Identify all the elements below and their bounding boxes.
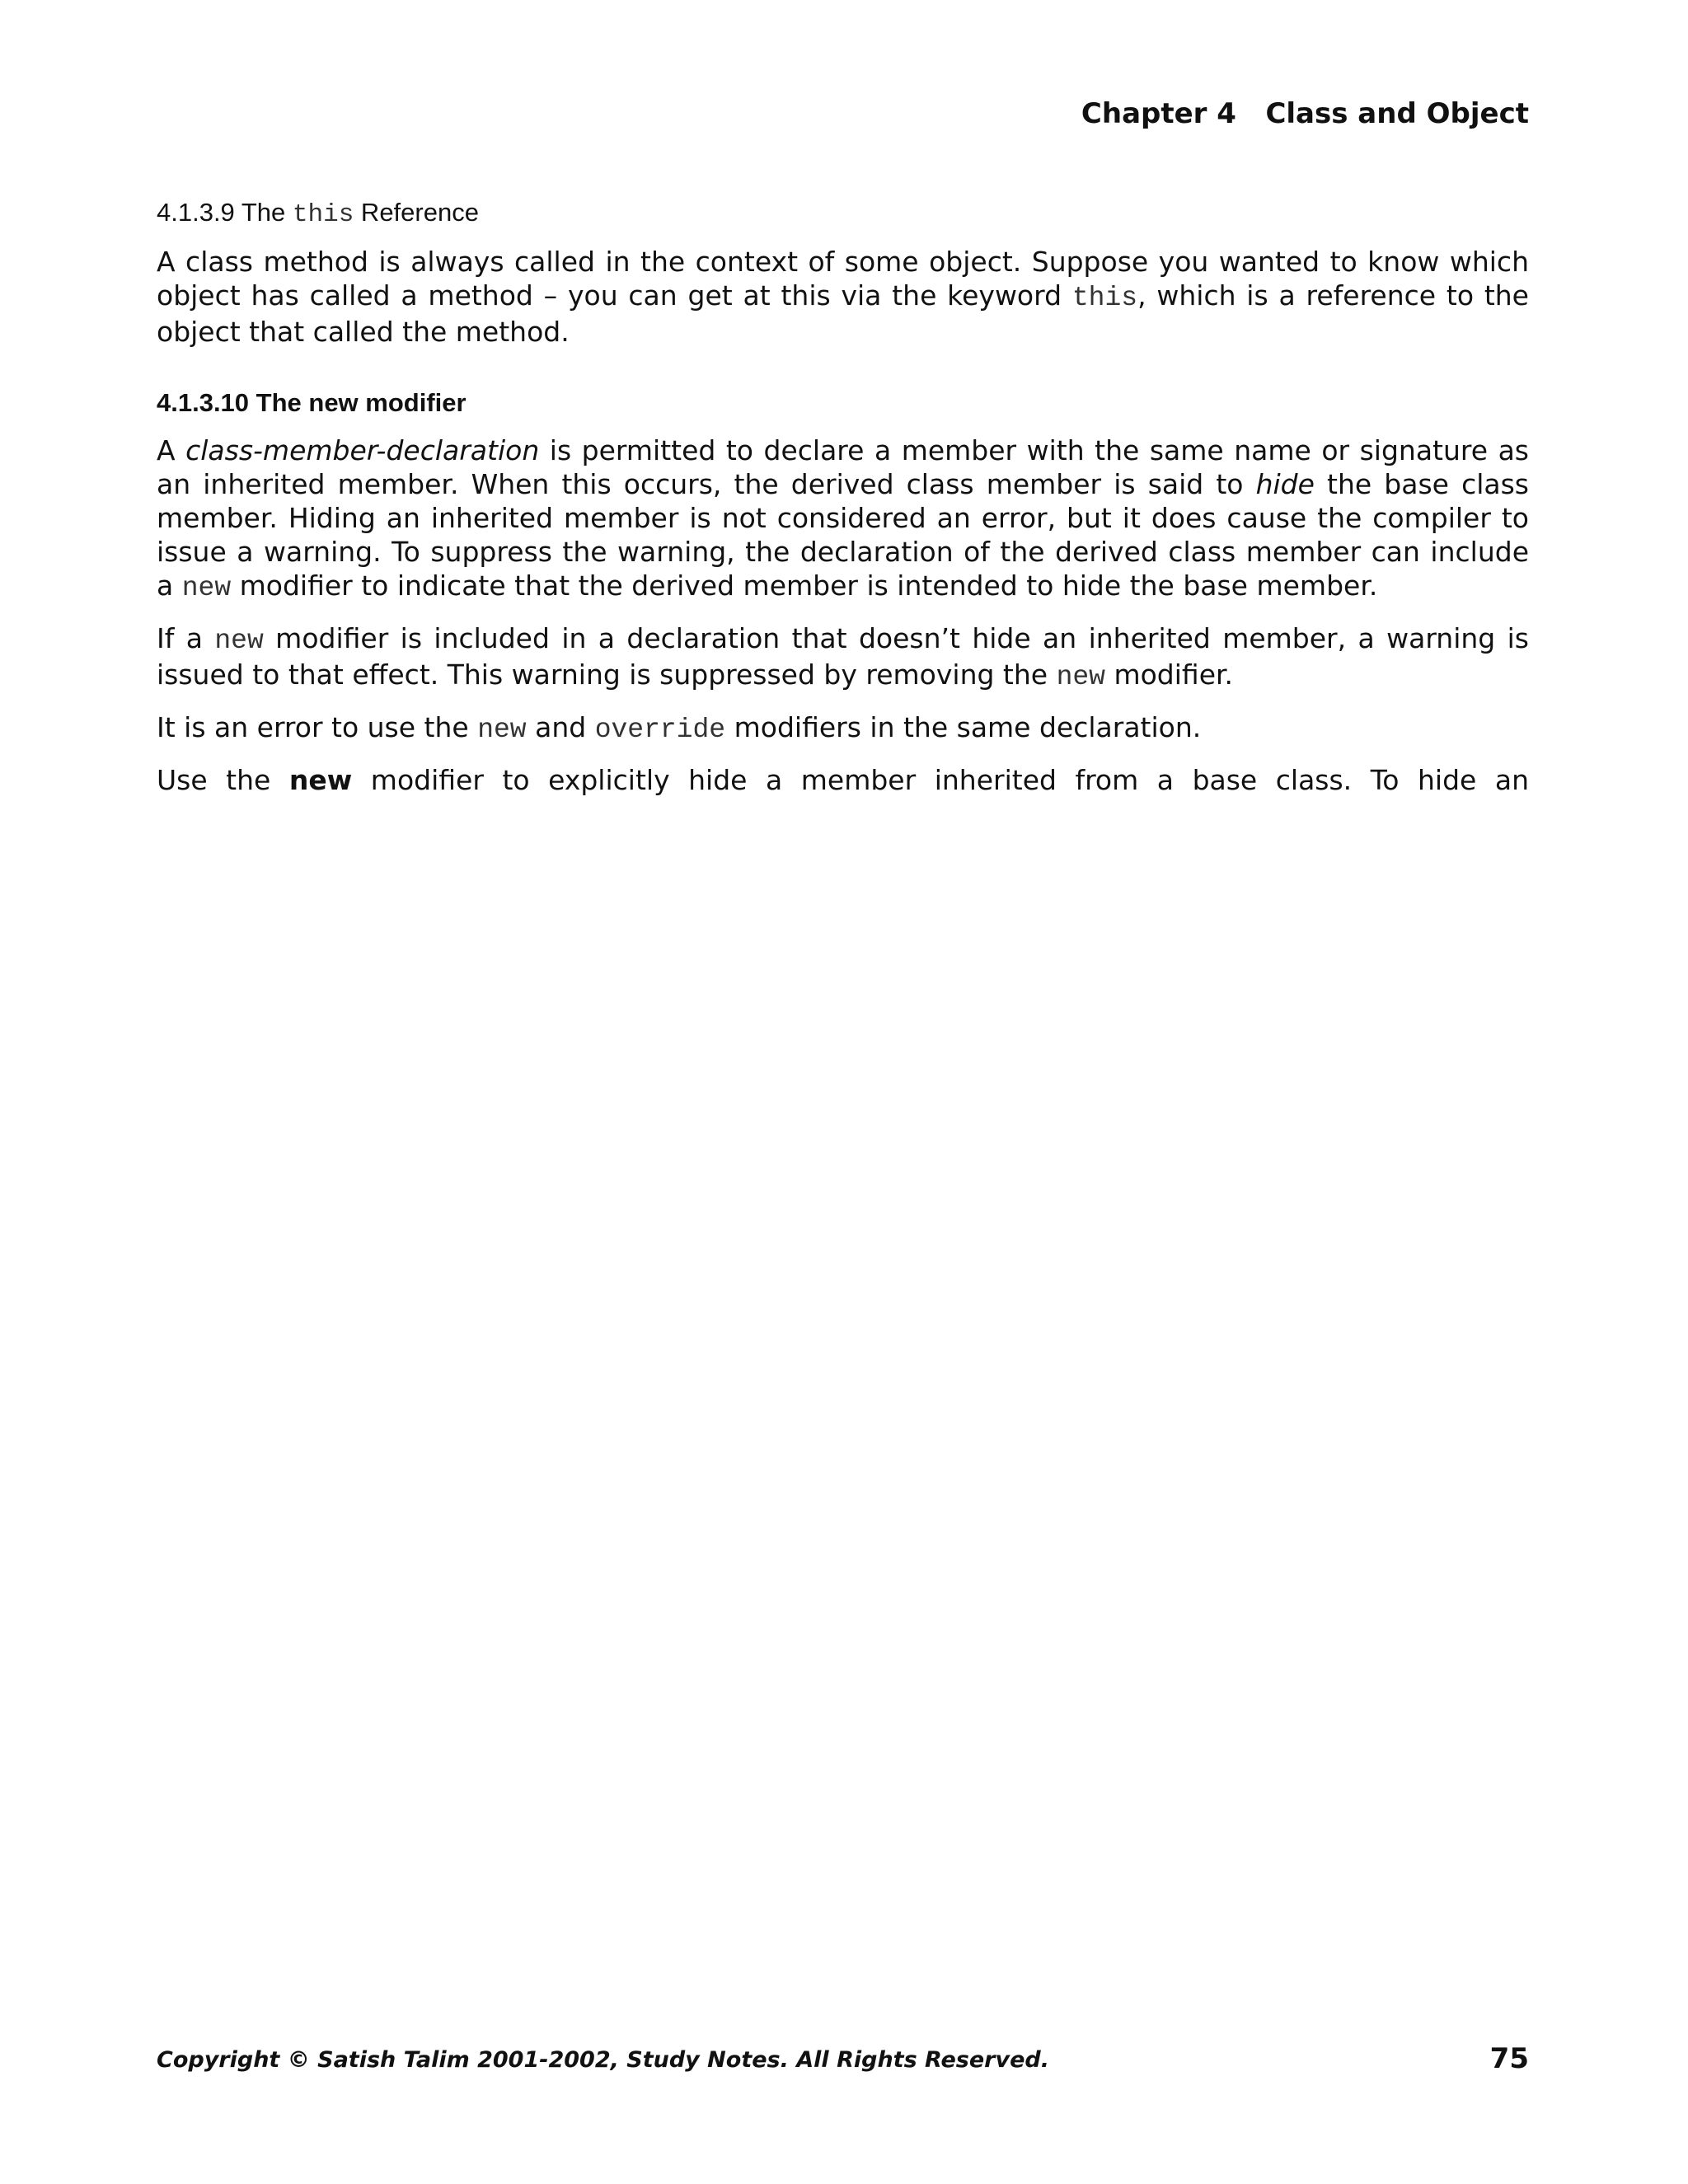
text-run: It is an error to use the (157, 710, 478, 743)
inline-code: this (1071, 283, 1138, 314)
paragraph-this-reference (157, 245, 1529, 349)
paragraph-use-new-modifier (157, 763, 1529, 797)
text-run: A (157, 434, 186, 466)
running-header: Chapter 4 Class and Object (1081, 97, 1529, 130)
heading-text: Reference (354, 198, 479, 227)
inline-code: override (594, 714, 726, 745)
italic-term: hide (1255, 467, 1315, 500)
text-run: A class method is always called in the context of some object. Suppose you wanted to know which object has called a method – you can get at this via the keyword (157, 246, 1529, 312)
text-run: modifier. (1104, 658, 1234, 691)
inline-code: new (1056, 661, 1105, 692)
bold-term: new (288, 763, 353, 796)
copyright-notice: Copyright © Satish Talim 2001-2002, Study Notes. All Rights Reserved. (157, 2047, 1049, 2073)
page-footer (157, 2042, 1529, 2075)
text-run: the base class member. Hiding an inherited member is not considered an error, but it does cause the compiler to issue a warning. To suppress the warning, the declaration of the derived class member can include a (157, 467, 1529, 602)
inline-code: new (477, 714, 527, 745)
text-run: , which is a reference to the object that called the method. (157, 279, 1529, 349)
paragraph-new-warning (157, 621, 1529, 694)
heading-code: this (292, 200, 354, 229)
paragraph-new-override-error (157, 710, 1529, 747)
text-run: modifiers in the same declaration. (725, 710, 1202, 743)
spacer (157, 365, 1529, 387)
text-run: modifier to explicitly hide a member inherited from a base class. To hide an (352, 763, 1529, 796)
document-page (157, 0, 1529, 2184)
section-heading-this-reference (157, 196, 1529, 232)
text-run: If a (157, 621, 215, 654)
text-run: and (526, 710, 595, 743)
italic-term: class-member-declaration (185, 434, 540, 466)
text-run: modifier to indicate that the derived member is intended to hide the base member. (231, 569, 1378, 602)
text-run: is permitted to declare a member with the same name or signature as an inherited member. When this occurs, the derived class member is said to (157, 434, 1529, 500)
inline-code: new (214, 625, 264, 656)
page-number: 75 (1489, 2042, 1529, 2075)
paragraph-class-member-declaration (157, 434, 1529, 605)
page-content (157, 196, 1529, 813)
inline-code: new (181, 572, 232, 603)
text-run: modifier is included in a declaration that doesn’t hide an inherited member, a warning is issued to that effect. This warning is suppressed by removing the (157, 621, 1529, 691)
text-run: Use the (157, 763, 289, 796)
heading-text: 4.1.3.9 The (157, 198, 293, 227)
section-heading-new-modifier: 4.1.3.10 The new modifier (157, 388, 467, 418)
